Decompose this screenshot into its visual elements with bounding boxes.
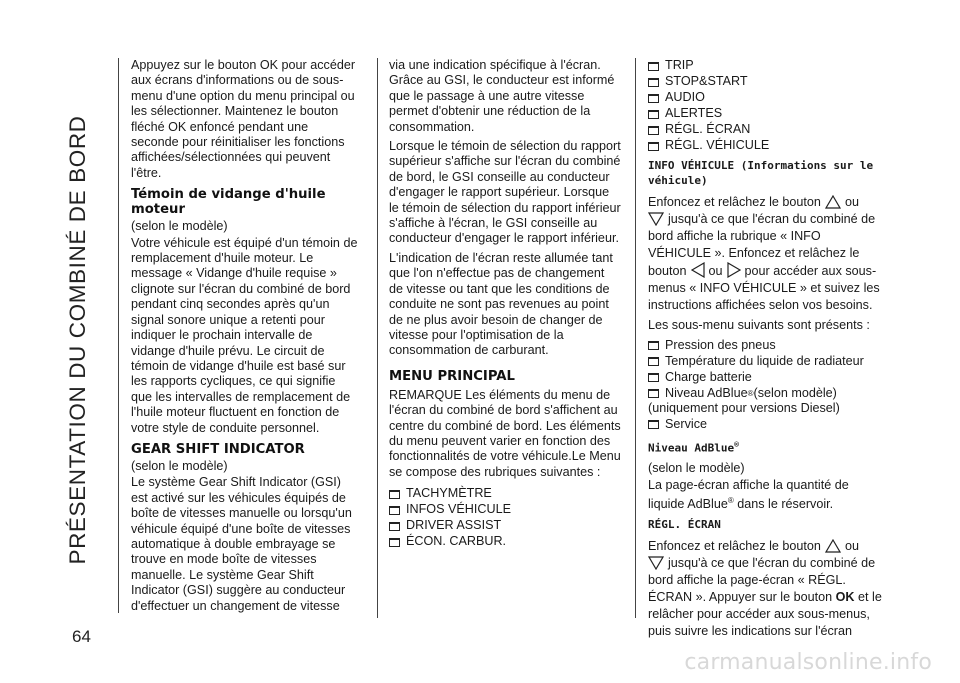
arrow-right-icon bbox=[727, 262, 741, 278]
main-menu-paragraph: REMARQUE Les éléments du menu de l'écran du combiné de bord s'affichent au centre du combiné de bord. Les éléments du menu peuvent varier en fonction des fonctionnalités de votre véhicule.Le Menu se compose des rubriques suivantes : bbox=[389, 387, 621, 479]
diesel-note: (uniquement pour versions Diesel) bbox=[648, 401, 840, 416]
gsi-paragraph: Le système Gear Shift Indicator (GSI) est activé sur les véhicules équipés de boîte de vitesses manuelle ou lorsqu'un véhicule équipé d'une boîte de vitesses automatique à double embrayage se trouve en mode boîte de vitesses manuelle. Le système Gear Shift Indicator (GSI) suggère au conducteur d'effectuer un changement de vitesse bbox=[131, 475, 352, 613]
arrow-up-icon bbox=[825, 539, 841, 553]
arrow-left-icon bbox=[691, 262, 705, 278]
main-menu-list-continued bbox=[648, 58, 883, 154]
heading-adblue: Niveau AdBlue® bbox=[648, 439, 739, 455]
oil-change-paragraph: Votre véhicule est équipé d'un témoin de remplacement d'huile moteur. Le message « Vidange d'huile requise » clignote sur l'écran du combiné de bord pendant cinq secondes après qu'un signal sonore unique a retenti pour indiquer le prochain intervalle de vidange d'huile prévu. Le circuit de témoin de vidange d'huile est basé sur les rapports cycliques, ce qui signifie que les intervalles de remplacement de l'huile moteur fluctuent en fonction de votre style de conduite personnel. bbox=[131, 235, 358, 435]
submenus-intro: Les sous-menu suivants sont présents : bbox=[648, 318, 870, 332]
bullet-icon bbox=[648, 420, 659, 429]
heading-gear-shift-indicator: GEAR SHIFT INDICATOR bbox=[131, 441, 305, 457]
bullet-icon bbox=[648, 389, 659, 398]
list-item: RÉGL. VÉHICULE bbox=[648, 138, 883, 154]
list-item: ALERTES bbox=[648, 106, 883, 122]
list-item: DRIVER ASSIST bbox=[389, 518, 621, 534]
ok-button-paragraph: Appuyez sur le bouton OK pour accéder aux écrans d'informations ou de sous-menu d'une option du menu principal ou les sélectionner. Maintenez le bouton fléché OK enfoncé pendant une seconde pour réinitialiser les fonctions affichées/sélectionnées qui peuvent l'être. bbox=[131, 58, 356, 180]
arrow-down-icon bbox=[648, 212, 664, 226]
watermark: carmanualsonline.info bbox=[684, 650, 932, 675]
bullet-icon bbox=[648, 341, 659, 350]
column-1 bbox=[131, 58, 359, 618]
adblue-model-note: (selon le modèle) bbox=[648, 461, 745, 476]
list-item: Service bbox=[648, 417, 883, 433]
bullet-icon bbox=[389, 522, 400, 531]
bullet-icon bbox=[648, 373, 659, 382]
gsi-upshift-paragraph: Lorsque le témoin de sélection du rapport supérieur s'affiche sur l'écran du combiné de bord, le GSI conseille au conducteur d'engager le rapport supérieur. Lorsque le témoin de sélection du rapport inférieur s'affiche à l'écran, le GSI conseille au conducteur d'engager le rapport inférieur. bbox=[389, 139, 621, 246]
bullet-icon bbox=[648, 126, 659, 135]
arrow-down-icon bbox=[648, 556, 664, 570]
bullet-icon bbox=[648, 110, 659, 119]
list-item: INFOS VÉHICULE bbox=[389, 502, 621, 518]
display-settings-paragraph: Enfoncez et relâchez le bouton ou jusqu'à ce que l'écran du combiné de bord affiche la page-écran « RÉGL. ÉCRAN ». Appuyer sur le bouton OK et le relâcher pour accéder aux sous-menus, puis suivre les indications sur l'écran bbox=[648, 538, 882, 638]
list-item: AUDIO bbox=[648, 90, 883, 106]
submenu-list bbox=[648, 337, 883, 401]
list-item: Charge batterie bbox=[648, 369, 883, 385]
heading-main-menu: MENU PRINCIPAL bbox=[389, 368, 515, 384]
column-2 bbox=[389, 58, 621, 554]
bullet-icon bbox=[648, 62, 659, 71]
info-vehicle-paragraph: Enfoncez et relâchez le bouton ou jusqu'à ce que l'écran du combiné de bord affiche la rubrique « INFO VÉHICULE ». Enfoncez et relâchez le bouton ou pour accéder aux sous-menus « INFO VÉHICULE » et suivez les instructions affichées selon vos besoins. bbox=[648, 195, 880, 312]
list-item: Pression des pneus bbox=[648, 337, 883, 353]
column-3 bbox=[648, 58, 883, 644]
gsi-display-paragraph: L'indication de l'écran reste allumée tant que l'on n'effectue pas de changement de vitesse ou tant que les conditions de conduite ne sont pas revenues au point de ne plus avoir besoin de changer de vitesse pour l'optimisation de la consommation de carburant. bbox=[389, 250, 613, 358]
list-item: Température du liquide de radiateur bbox=[648, 353, 883, 369]
service-list bbox=[648, 417, 883, 433]
heading-info-vehicle: INFO VÉHICULE (Informations sur le véhicule) bbox=[648, 159, 874, 187]
bullet-icon bbox=[648, 94, 659, 103]
list-item: RÉGL. ÉCRAN bbox=[648, 122, 883, 138]
main-menu-list bbox=[389, 486, 621, 550]
adblue-paragraph: La page-écran affiche la quantité de liquide AdBlue® dans le réservoir. bbox=[648, 477, 849, 512]
gsi-continued-paragraph: via une indication spécifique à l'écran. Grâce au GSI, le conducteur est informé que le passage à une autre vitesse permet d'obtenir une réduction de la consommation. bbox=[389, 58, 615, 134]
page-number: 64 bbox=[72, 627, 91, 646]
oil-model-note: (selon le modèle) bbox=[131, 219, 228, 234]
bullet-icon bbox=[389, 490, 400, 499]
bullet-icon bbox=[648, 142, 659, 151]
column-divider bbox=[118, 58, 119, 613]
heading-oil-change: Témoin de vidange d'huile moteur bbox=[131, 187, 326, 218]
arrow-up-icon bbox=[825, 195, 841, 209]
list-item: TRIP bbox=[648, 58, 883, 74]
bullet-icon bbox=[648, 78, 659, 87]
list-item: Niveau AdBlue ® (selon modèle) bbox=[648, 385, 883, 401]
column-divider bbox=[635, 58, 636, 618]
gsi-model-note: (selon le modèle) bbox=[131, 458, 228, 473]
list-item: ÉCON. CARBUR. bbox=[389, 534, 621, 550]
chapter-title: PRÉSENTATION DU COMBINÉ DE BORD bbox=[65, 115, 90, 565]
heading-display-settings: RÉGL. ÉCRAN bbox=[648, 517, 721, 531]
list-item: TACHYMÈTRE bbox=[389, 486, 621, 502]
bullet-icon bbox=[648, 357, 659, 366]
bullet-icon bbox=[389, 506, 400, 515]
bullet-icon bbox=[389, 538, 400, 547]
column-divider bbox=[377, 58, 378, 618]
list-item: STOP&START bbox=[648, 74, 883, 90]
